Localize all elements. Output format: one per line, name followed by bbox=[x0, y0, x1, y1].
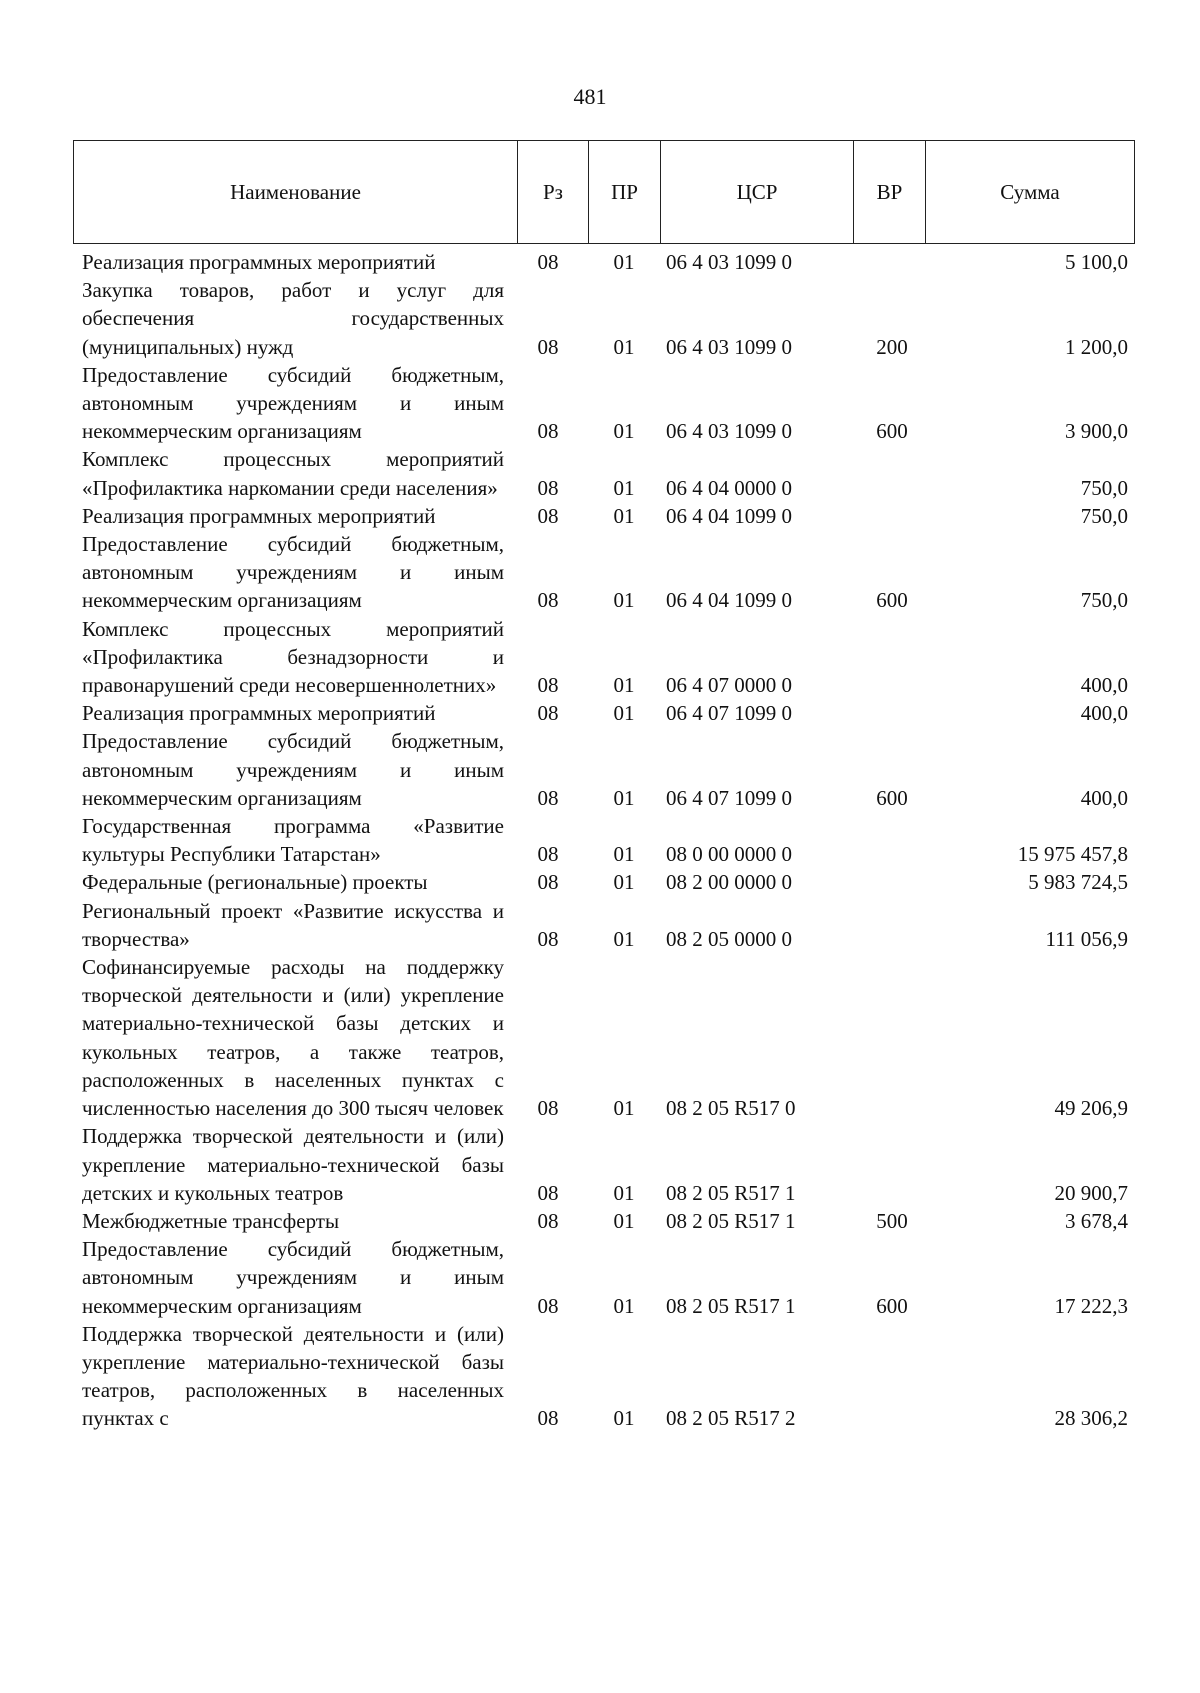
row-sum: 400,0 bbox=[1080, 701, 1128, 726]
table-row bbox=[82, 699, 1128, 727]
row-name: Предоставление субсидий бюджетным, автономным учреждениям и иным некоммерческим организациям bbox=[82, 532, 504, 613]
column-header-vr: ВР bbox=[854, 141, 926, 243]
row-rz: 08 bbox=[537, 334, 559, 359]
row-csr: 06 4 07 1099 0 bbox=[666, 701, 792, 726]
row-sum: 750,0 bbox=[1080, 503, 1128, 528]
row-csr: 08 2 05 R517 1 bbox=[666, 1180, 796, 1205]
row-rz: 08 bbox=[537, 419, 559, 444]
row-pr: 01 bbox=[613, 1096, 635, 1121]
row-name: Реализация программных мероприятий bbox=[82, 250, 436, 274]
table-row bbox=[82, 1320, 1128, 1433]
table-row bbox=[82, 361, 1128, 446]
table-row bbox=[82, 1122, 1128, 1207]
row-name: Поддержка творческой деятельности и (или) укрепление материально-технической базы детских и кукольных театров bbox=[82, 1124, 504, 1205]
row-rz: 08 bbox=[537, 673, 559, 698]
row-pr: 01 bbox=[613, 785, 635, 810]
table-row bbox=[82, 897, 1128, 953]
row-csr: 06 4 03 1099 0 bbox=[666, 419, 792, 444]
table-row bbox=[82, 1207, 1128, 1235]
row-csr: 08 2 05 R517 2 bbox=[666, 1406, 796, 1431]
row-sum: 49 206,9 bbox=[1054, 1096, 1128, 1121]
row-pr: 01 bbox=[613, 503, 635, 528]
row-rz: 08 bbox=[537, 1293, 559, 1318]
row-pr: 01 bbox=[613, 842, 635, 867]
row-name: Реализация программных мероприятий bbox=[82, 701, 436, 726]
row-name: Реализация программных мероприятий bbox=[82, 503, 436, 528]
row-sum: 400,0 bbox=[1080, 785, 1128, 810]
table-row bbox=[82, 1235, 1128, 1320]
row-rz: 08 bbox=[537, 1096, 559, 1121]
row-name: Региональный проект «Развитие искусства и творчества» bbox=[82, 898, 504, 951]
row-name: Предоставление субсидий бюджетным, автономным учреждениям и иным некоммерческим организациям bbox=[82, 362, 504, 444]
column-header-name: Наименование bbox=[74, 141, 518, 243]
row-pr: 01 bbox=[613, 419, 635, 444]
row-csr: 06 4 07 1099 0 bbox=[666, 785, 792, 810]
table-row bbox=[82, 812, 1128, 868]
row-name: Предоставление субсидий бюджетным, автономным учреждениям и иным некоммерческим организациям bbox=[82, 1237, 504, 1318]
row-rz: 08 bbox=[537, 1180, 559, 1205]
row-name: Межбюджетные трансферты bbox=[82, 1208, 340, 1233]
row-csr: 08 2 05 R517 1 bbox=[666, 1293, 796, 1318]
row-vr: 600 bbox=[876, 588, 908, 613]
row-name: Предоставление субсидий бюджетным, автономным учреждениям и иным некоммерческим организациям bbox=[82, 729, 504, 810]
row-pr: 01 bbox=[613, 250, 635, 274]
row-name: Комплекс процессных мероприятий «Профилактика безнадзорности и правонарушений среди несовершеннолетних» bbox=[82, 616, 504, 698]
row-name: Закупка товаров, работ и услуг для обеспечения государственных (муниципальных) нужд bbox=[82, 278, 504, 359]
column-header-pr: ПР bbox=[589, 141, 661, 243]
row-name: Комплекс процессных мероприятий «Профилактика наркомании среди населения» bbox=[82, 447, 504, 500]
row-rz: 08 bbox=[537, 926, 559, 951]
row-csr: 06 4 03 1099 0 bbox=[666, 334, 792, 359]
row-csr: 08 2 05 0000 0 bbox=[666, 926, 792, 951]
row-csr: 08 2 00 0000 0 bbox=[666, 870, 792, 895]
row-vr: 500 bbox=[876, 1208, 908, 1233]
row-pr: 01 bbox=[613, 1208, 635, 1233]
row-pr: 01 bbox=[613, 475, 635, 500]
row-csr: 08 0 00 0000 0 bbox=[666, 842, 792, 867]
row-pr: 01 bbox=[613, 673, 635, 698]
row-sum: 750,0 bbox=[1080, 475, 1128, 500]
row-rz: 08 bbox=[537, 588, 559, 613]
row-rz: 08 bbox=[537, 870, 559, 895]
row-name: Поддержка творческой деятельности и (или) укрепление материально-технической базы театров, расположенных в населенных пунктах с bbox=[82, 1321, 504, 1431]
row-rz: 08 bbox=[537, 503, 559, 528]
row-pr: 01 bbox=[613, 1180, 635, 1205]
row-sum: 400,0 bbox=[1080, 673, 1128, 698]
row-sum: 750,0 bbox=[1080, 588, 1128, 613]
column-header-sum: Сумма bbox=[1000, 179, 1060, 204]
row-pr: 01 bbox=[613, 334, 635, 359]
row-rz: 08 bbox=[537, 250, 559, 274]
row-rz: 08 bbox=[537, 475, 559, 500]
row-csr: 06 4 03 1099 0 bbox=[666, 250, 792, 274]
row-sum: 111 056,9 bbox=[1045, 926, 1128, 951]
table-body bbox=[82, 248, 1128, 1433]
row-sum: 28 306,2 bbox=[1054, 1406, 1128, 1431]
row-pr: 01 bbox=[613, 870, 635, 895]
table-row bbox=[82, 953, 1128, 1122]
row-pr: 01 bbox=[613, 926, 635, 951]
row-csr: 08 2 05 R517 0 bbox=[666, 1096, 796, 1121]
row-name: Федеральные (региональные) проекты bbox=[82, 870, 428, 895]
row-sum: 5 983 724,5 bbox=[1028, 870, 1128, 895]
row-csr: 06 4 07 0000 0 bbox=[666, 673, 792, 698]
row-sum: 5 100,0 bbox=[1065, 250, 1128, 274]
row-rz: 08 bbox=[537, 785, 559, 810]
row-sum: 1 200,0 bbox=[1065, 334, 1128, 359]
row-sum: 20 900,7 bbox=[1054, 1180, 1128, 1205]
row-sum: 3 900,0 bbox=[1065, 419, 1128, 444]
row-name: Государственная программа «Развитие культуры Республики Татарстан» bbox=[82, 814, 504, 867]
row-name: Софинансируемые расходы на поддержку творческой деятельности и (или) укрепление материально-технической базы детских и кукольных театров, а также театров, расположенных в населенных пунктах с численностью населения до 300 тысяч человек bbox=[82, 955, 504, 1121]
row-rz: 08 bbox=[537, 1208, 559, 1233]
table-row bbox=[82, 530, 1128, 615]
row-pr: 01 bbox=[613, 588, 635, 613]
row-sum: 17 222,3 bbox=[1054, 1293, 1128, 1318]
table-header bbox=[73, 140, 1135, 244]
row-sum: 3 678,4 bbox=[1065, 1208, 1128, 1233]
table-row bbox=[82, 276, 1128, 361]
table-row bbox=[82, 445, 1128, 501]
table-row bbox=[82, 248, 1128, 276]
row-pr: 01 bbox=[613, 1406, 635, 1431]
row-pr: 01 bbox=[613, 1293, 635, 1318]
table-row bbox=[82, 615, 1128, 700]
table-row bbox=[82, 868, 1128, 896]
row-csr: 06 4 04 0000 0 bbox=[666, 475, 792, 500]
row-vr: 200 bbox=[876, 334, 908, 359]
row-csr: 06 4 04 1099 0 bbox=[666, 588, 792, 613]
row-rz: 08 bbox=[537, 1406, 559, 1431]
column-header-csr: ЦСР bbox=[661, 141, 854, 243]
row-sum: 15 975 457,8 bbox=[1017, 842, 1128, 867]
row-vr: 600 bbox=[876, 785, 908, 810]
table-row bbox=[82, 502, 1128, 530]
row-rz: 08 bbox=[537, 701, 559, 726]
table-row bbox=[82, 727, 1128, 812]
row-pr: 01 bbox=[613, 701, 635, 726]
row-vr: 600 bbox=[876, 419, 908, 444]
row-rz: 08 bbox=[537, 842, 559, 867]
page-number: 481 bbox=[573, 84, 607, 109]
row-csr: 08 2 05 R517 1 bbox=[666, 1208, 796, 1233]
row-csr: 06 4 04 1099 0 bbox=[666, 503, 792, 528]
column-header-rz: Рз bbox=[518, 141, 589, 243]
row-vr: 600 bbox=[876, 1293, 908, 1318]
